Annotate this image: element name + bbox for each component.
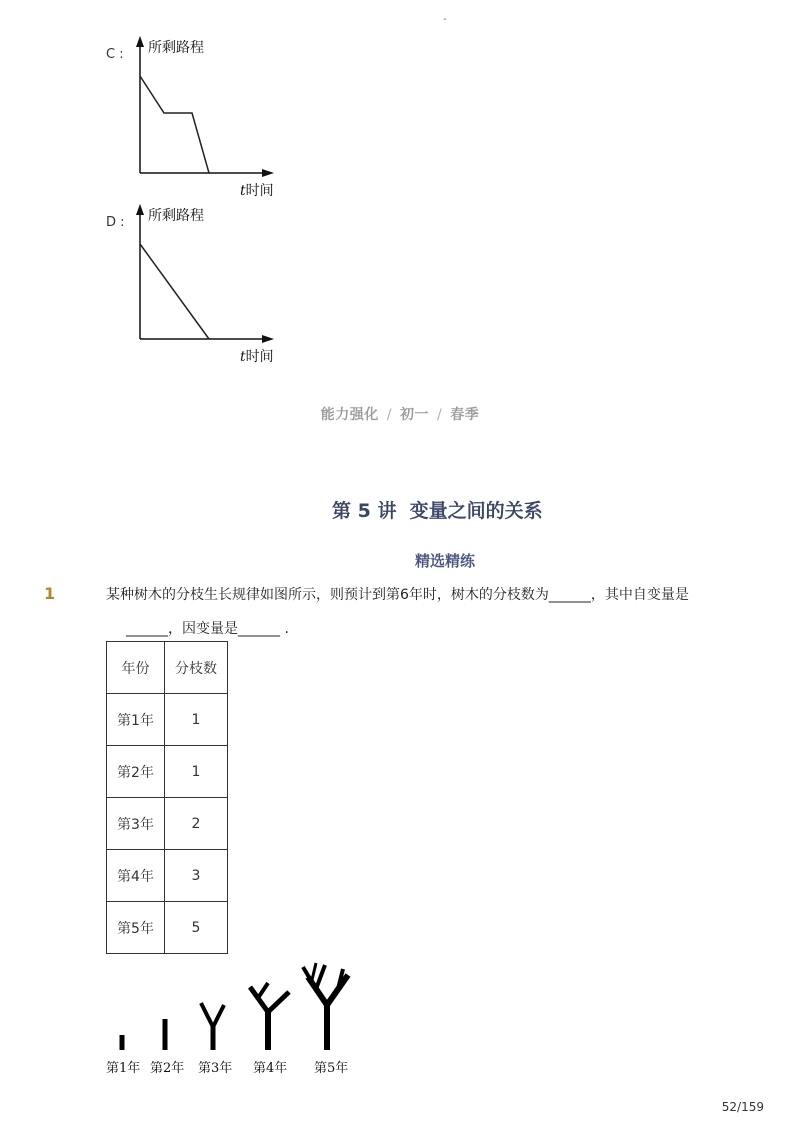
table-cell-branches: 1 [165, 694, 228, 746]
graph-d-label: D : [106, 215, 125, 230]
tree-growth-illustration [0, 955, 400, 1055]
table-cell-year: 第2年 [107, 746, 165, 798]
table-row [107, 902, 228, 954]
table-header-year: 年份 [107, 642, 165, 694]
graph-d-plot [0, 200, 400, 370]
tree-label-year-4: 第4年 [253, 1061, 288, 1076]
tree-4-branch-right [268, 992, 289, 1012]
course-footer-note [0, 404, 800, 424]
question-text-line-1: 某种树木的分枝生长规律如图所示，则预计到第6年时，树木的分枝数为______，其中自变量是 [106, 587, 689, 603]
question-number: 1 [44, 584, 56, 603]
tree-4-branch-left [250, 987, 268, 1012]
tree-label-year-5: 第5年 [314, 1061, 349, 1076]
table-row [107, 798, 228, 850]
lecture-title: 第 5 讲 变量之间的关系 [332, 500, 543, 522]
branch-count-table [106, 641, 228, 954]
graph-d-x-arrow [262, 335, 274, 343]
table-cell-branches: 2 [165, 798, 228, 850]
tree-3-branch-right [213, 1005, 224, 1027]
graph-c-y-arrow [136, 36, 144, 47]
tree-5-branch-right [327, 975, 348, 1005]
table-header-row [107, 642, 228, 694]
table-cell-year: 第3年 [107, 798, 165, 850]
question-text-line-2: ______，因变量是______ . [126, 621, 289, 637]
page-number: 52/159 [721, 1100, 764, 1114]
tree-4-twig [258, 983, 268, 998]
graph-d-line [140, 244, 209, 339]
tree-5-twig-b [316, 965, 325, 989]
footer-part-2: 初一 [400, 407, 429, 423]
graph-d-x-axis-label: t时间 [240, 349, 274, 365]
table-cell-year: 第1年 [107, 694, 165, 746]
table-cell-branches: 3 [165, 850, 228, 902]
table-cell-branches: 1 [165, 746, 228, 798]
table-row [107, 694, 228, 746]
section-title: 精选精练 [414, 552, 475, 570]
graph-c-y-axis-label: 所剩路程 [148, 40, 204, 56]
graph-c-x-arrow [262, 169, 274, 177]
footer-sep-1: / [386, 407, 392, 423]
graph-c-plot [0, 0, 400, 200]
tree-label-year-2: 第2年 [150, 1061, 185, 1076]
tree-5-twig-d [312, 963, 316, 980]
graph-c-line [140, 76, 209, 173]
table-row [107, 850, 228, 902]
header-mark: - [443, 14, 447, 25]
table-cell-year: 第5年 [107, 902, 165, 954]
table-header-branches: 分枝数 [165, 642, 228, 694]
tree-3-branch-left [201, 1003, 213, 1027]
graph-d-y-axis-label: 所剩路程 [148, 208, 204, 224]
footer-part-3: 春季 [450, 407, 480, 423]
graph-c [0, 0, 400, 200]
tree-label-year-3: 第3年 [198, 1061, 233, 1076]
graph-d-y-arrow [136, 204, 144, 215]
graph-d [0, 200, 400, 370]
graph-c-x-axis-label: t时间 [240, 183, 274, 199]
table-cell-branches: 5 [165, 902, 228, 954]
table-cell-year: 第4年 [107, 850, 165, 902]
table-row [107, 746, 228, 798]
tree-label-year-1: 第1年 [106, 1061, 141, 1076]
footer-part-1: 能力强化 [320, 407, 379, 423]
graph-c-label: C : [106, 47, 124, 62]
footer-sep-2: / [437, 407, 443, 423]
